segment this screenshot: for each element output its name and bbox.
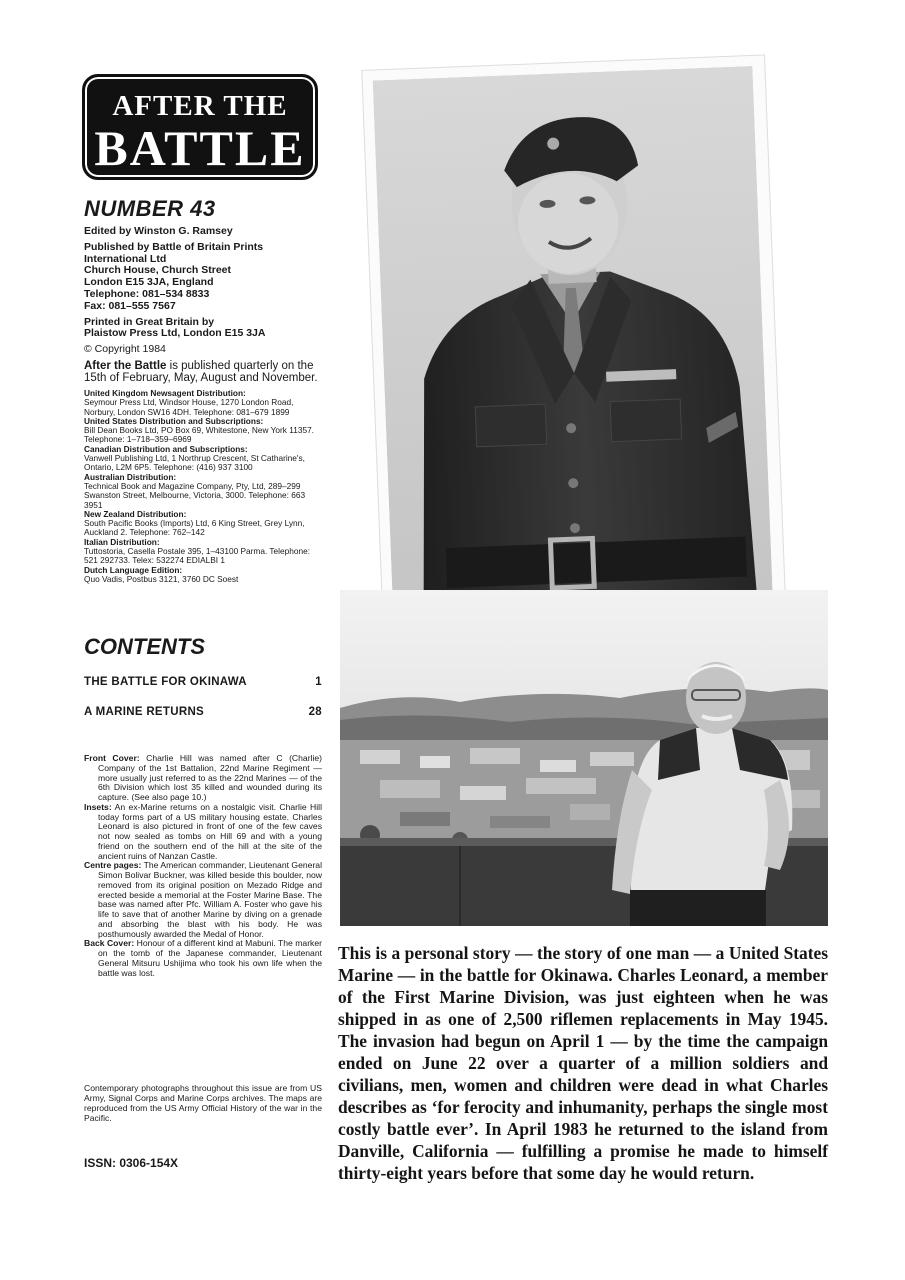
caption-text: An ex-Marine returns on a nostalgic visit. Charlie Hill today forms part of a US military housing estate. Charles Leonard is also pictured in front of one of the few caves not now sealed as tombs on Hill 69 and with a young friend on the southern end of the hill at the site of the ancient ruins of Nanzan Castle. bbox=[98, 801, 322, 861]
distribution-entry bbox=[84, 389, 324, 417]
issue-number: NUMBER 43 bbox=[84, 196, 216, 221]
publisher-line: Church House, Church Street bbox=[84, 264, 232, 277]
masthead-line1: AFTER THE bbox=[112, 90, 288, 122]
caption-label: Insets: bbox=[84, 801, 112, 812]
copyright: © Copyright 1984 bbox=[84, 343, 166, 356]
caption-entry bbox=[84, 754, 322, 803]
distribution-entry bbox=[84, 538, 324, 566]
publisher-line: International Ltd bbox=[84, 252, 167, 265]
distribution-text: Bill Dean Books Ltd, PO Box 69, Whitestone, New York 11357. Telephone: 1–718–359–6969 bbox=[84, 425, 314, 445]
publisher-fax: Fax: 081–555 7567 bbox=[84, 299, 176, 312]
contents-item-page: 28 bbox=[308, 706, 322, 718]
distribution-heading: Italian Distribution: bbox=[84, 536, 160, 547]
distribution-heading: United Kingdom Newsagent Distribution: bbox=[84, 387, 246, 398]
distribution-entry bbox=[84, 566, 324, 585]
distribution-text: South Pacific Books (Imports) Ltd, 6 King Street, Grey Lynn, Auckland 2. Telephone: 762–142 bbox=[84, 518, 305, 538]
masthead-line2: BATTLE bbox=[94, 120, 306, 176]
okinawa-revisit-image bbox=[340, 590, 828, 926]
caption-label: Front Cover: bbox=[84, 753, 140, 763]
distribution-text: Tuttostoria, Casella Postale 395, 1–43100 Parma. Telephone: 521 292733. Telex: 532274 EDIALBI 1 bbox=[84, 546, 311, 566]
publisher-line: London E15 3JA, England bbox=[84, 276, 214, 289]
distribution-heading: Australian Distribution: bbox=[84, 471, 177, 482]
contents-item[interactable] bbox=[84, 676, 322, 688]
distribution-text: Technical Book and Magazine Company, Pty, Ltd, 289–299 Swanston Street, Melbourne, Victoria, 3000. Telephone: 663 3951 bbox=[84, 480, 306, 510]
photo-credits: Contemporary photographs throughout this issue are from US Army, Signal Corps and Marine Corps archives. The maps are reproduced from the US Army Official History of the war in the Pacific. bbox=[84, 1083, 322, 1123]
publication-schedule bbox=[84, 360, 324, 385]
issn: ISSN: 0306-154X bbox=[84, 1156, 179, 1170]
contents-item-page: 1 bbox=[315, 676, 322, 688]
distribution-heading: New Zealand Distribution: bbox=[84, 508, 187, 519]
distribution-list bbox=[84, 389, 324, 584]
caption-text: Honour of a different kind at Mabuni. The marker on the tomb of the Japanese commander, Lieutenant General Mitsuru Ushijima who took his own life when the battle was lost. bbox=[98, 938, 322, 978]
caption-entry bbox=[84, 939, 322, 978]
publisher-telephone: Telephone: 081–534 8833 bbox=[84, 287, 210, 300]
distribution-entry bbox=[84, 510, 324, 538]
masthead-logo bbox=[82, 74, 318, 180]
distribution-entry bbox=[84, 473, 324, 510]
publication-info bbox=[84, 226, 324, 584]
schedule-title: After the Battle bbox=[84, 359, 167, 372]
distribution-heading: United States Distribution and Subscriptions: bbox=[84, 415, 264, 426]
editor-credit: Edited by Winston G. Ramsey bbox=[84, 225, 233, 237]
contents-heading: CONTENTS bbox=[84, 634, 205, 659]
publisher-block bbox=[84, 242, 324, 313]
caption-text: The American commander, Lieutenant General Simon Bolivar Buckner, was killed beside this boulder, now removed from its original position on Mezado Ridge and erected beside a memorial at the Foster Marine Base. The base was named after Pfc. William A. Foster who gave his life to save that of another Marine by diving on a grenade and absorbing the blast with his body. He was posthumously awarded the Medal of Honor. bbox=[98, 860, 322, 939]
printer-line: Printed in Great Britain by bbox=[84, 315, 215, 328]
marine-portrait-photo bbox=[361, 54, 787, 637]
caption-entry bbox=[84, 861, 322, 939]
photo-captions bbox=[84, 754, 322, 978]
publisher-line: Published by Battle of Britain Prints bbox=[84, 240, 264, 253]
caption-entry bbox=[84, 803, 322, 862]
caption-label: Centre pages: bbox=[84, 860, 142, 871]
caption-text: Charlie Hill was named after C (Charlie) Company of the 1st Battalion, 22nd Marine Regiment — more usually just referred to as the 22nd Marines — of the 6th Division which lost 35 killed and wounded during its capture. (See also page 10.) bbox=[98, 753, 323, 802]
contents-item-title: THE BATTLE FOR OKINAWA bbox=[84, 676, 247, 688]
distribution-heading: Canadian Distribution and Subscriptions: bbox=[84, 443, 248, 454]
printer-line: Plaistow Press Ltd, London E15 3JA bbox=[84, 327, 266, 340]
schedule-text: is published quarterly on the 15th of February, May, August and November. bbox=[84, 359, 318, 385]
distribution-text: Seymour Press Ltd, Windsor House, 1270 London Road, Norbury, London SW16 4DH. Telephone: 081–679 1899 bbox=[84, 397, 294, 417]
marine-portrait-image bbox=[373, 66, 774, 626]
distribution-heading: Dutch Language Edition: bbox=[84, 564, 183, 575]
contents-item-title: A MARINE RETURNS bbox=[84, 706, 205, 718]
article-intro: This is a personal story — the story of one man — a United States Marine — in the battle for Okinawa. Charles Leonard, a member of the First Marine Division, was just eighteen when he was shipped in as one of 2,500 riflemen replacements in May 1945. The invasion had begun on April 1 — by the time the campaign ended on June 22 over a quarter of a million soldiers and civilians, men, women and children were dead in what Charles describes as ‘for ferocity and inhumanity, perhaps the single most costly battle ever’. In April 1983 he returned to the island from Danville, California — fulfilling a promise he made to himself thirty-eight years before that some day he would return. bbox=[338, 943, 828, 1183]
distribution-text: Quo Vadis, Postbus 3121, 3760 DC Soest bbox=[84, 573, 239, 584]
okinawa-revisit-photo bbox=[340, 590, 828, 926]
printer-block bbox=[84, 317, 324, 341]
distribution-text: Vanwell Publishing Ltd, 1 Northrup Crescent, St Catharine's, Ontario, L2M 6P5. Telephone: (416) 937 3100 bbox=[84, 453, 305, 473]
contents-item[interactable] bbox=[84, 706, 322, 718]
distribution-entry bbox=[84, 445, 324, 473]
distribution-entry bbox=[84, 417, 324, 445]
caption-label: Back Cover: bbox=[84, 938, 135, 949]
